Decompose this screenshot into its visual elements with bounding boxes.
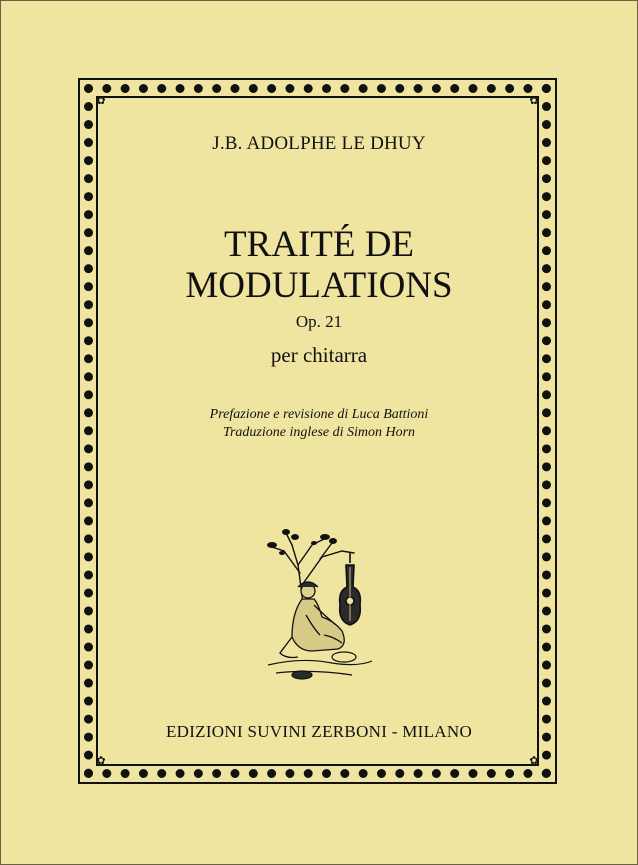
title-line-2: MODULATIONS — [185, 265, 453, 306]
author-name: J.B. ADOLPHE LE DHUY — [212, 133, 426, 154]
instrument-subtitle: per chitarra — [270, 343, 368, 367]
translation-credit: Traduzione inglese di Simon Horn — [222, 425, 416, 440]
publisher-line: EDIZIONI SUVINI ZERBONI - MILANO — [165, 722, 473, 741]
corner-ornament-icon: ✿ — [96, 95, 106, 107]
corner-ornament-icon: ✿ — [96, 755, 106, 767]
guitarist-vignette-icon — [262, 525, 377, 687]
corner-ornament-icon: ✿ — [529, 95, 539, 107]
title-line-1: TRAITÉ DE — [223, 224, 415, 265]
corner-ornament-icon: ✿ — [529, 755, 539, 767]
preface-credit: Prefazione e revisione di Luca Battioni — [209, 407, 429, 422]
opus-number: Op. 21 — [295, 312, 343, 331]
